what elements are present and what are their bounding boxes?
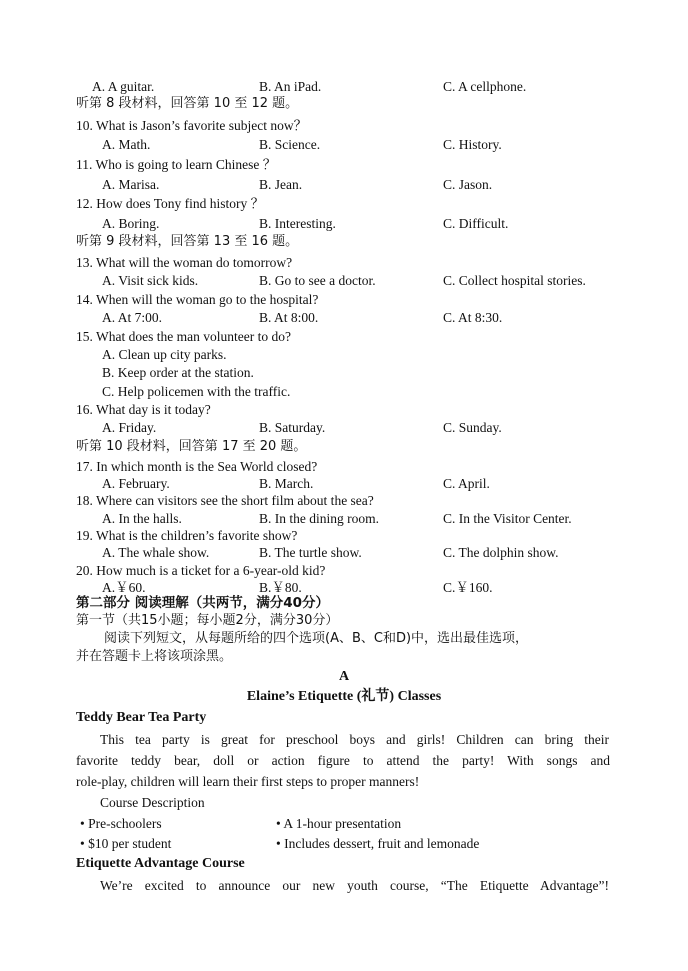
q9-option-c: C. A cellphone. xyxy=(443,79,527,94)
q17-option-b: B. March. xyxy=(259,476,314,491)
q17-option-a: A. February. xyxy=(102,476,170,491)
q19-option-c: C. The dolphin show. xyxy=(443,545,559,560)
passage-label: A xyxy=(338,669,350,684)
q14-option-a: A. At 7:00. xyxy=(102,310,163,325)
q12-option-c: C. Difficult. xyxy=(443,216,509,231)
q14-option-b: B. At 8:00. xyxy=(259,310,319,325)
part2-title: 第二部分 阅读理解（共两节，满分40分） xyxy=(76,595,329,611)
q15-option-b: B. Keep order at the station. xyxy=(102,365,254,380)
q12-option-b: B. Interesting. xyxy=(259,216,336,231)
q14-option-c: C. At 8:30. xyxy=(443,310,503,325)
q13-option-a: A. Visit sick kids. xyxy=(102,273,199,288)
question-15: 15. What does the man volunteer to do? xyxy=(76,329,291,344)
question-12: 12. How does Tony find history ？ xyxy=(76,196,265,211)
question-11: 11. Who is going to learn Chinese ？ xyxy=(76,157,277,172)
question-19: 19. What is the children’s favorite show? xyxy=(76,528,298,543)
q16-option-b: B. Saturday. xyxy=(259,420,326,435)
q10-option-b: B. Science. xyxy=(259,137,321,152)
q18-option-c: C. In the Visitor Center. xyxy=(443,511,572,526)
question-18: 18. Where can visitors see the short film about the sea? xyxy=(76,493,374,508)
q19-option-b: B. The turtle show. xyxy=(259,545,362,560)
q20-option-c: C.￥160. xyxy=(443,580,493,595)
question-10: 10. What is Jason’s favorite subject now？ xyxy=(76,118,308,133)
q10-option-c: C. History. xyxy=(443,137,502,152)
q9-option-a: A. A guitar. xyxy=(92,79,155,94)
instruction-line-1: 阅读下列短文，从每题所给的四个选项(A、B、C和D)中，选出最佳选项， xyxy=(104,631,529,646)
question-17: 17. In which month is the Sea World closed? xyxy=(76,459,318,474)
q15-option-a: A. Clean up city parks. xyxy=(102,347,227,362)
q20-option-b: B.￥80. xyxy=(259,580,302,595)
q13-option-c: C. Collect hospital stories. xyxy=(443,273,586,288)
instruction-line-2: 并在答题卡上将该项涂黑。 xyxy=(76,649,233,664)
course2-para-line-1: We’re excited to announce our new youth course, “The Etiquette Advantage”! xyxy=(100,878,609,893)
q19-option-a: A. The whale show. xyxy=(102,545,210,560)
question-20: 20. How much is a ticket for a 6-year-old kid? xyxy=(76,563,326,578)
bullet-left-2: • $10 per student xyxy=(80,836,172,851)
bullet-left-1: • Pre-schoolers xyxy=(80,816,162,831)
q11-option-c: C. Jason. xyxy=(443,177,493,192)
course1-title: Teddy Bear Tea Party xyxy=(76,710,207,725)
section1-title: 第一节（共15小题；每小题2分，满分30分） xyxy=(76,613,339,628)
section10-header: 听第 10 段材料，回答第 17 至 20 题。 xyxy=(76,439,307,454)
q11-option-b: B. Jean. xyxy=(259,177,303,192)
course1-para-line-3: role-play, children will learn their first steps to proper manners! xyxy=(76,774,420,789)
q9-option-b: B. An iPad. xyxy=(259,79,322,94)
q12-option-a: A. Boring. xyxy=(102,216,160,231)
question-14: 14. When will the woman go to the hospital? xyxy=(76,292,319,307)
q20-option-a: A.￥60. xyxy=(102,580,146,595)
q11-option-a: A. Marisa. xyxy=(102,177,160,192)
section9-header: 听第 9 段材料，回答第 13 至 16 题。 xyxy=(76,234,299,249)
course-description-label: Course Description xyxy=(100,795,205,810)
q15-option-c: C. Help policemen with the traffic. xyxy=(102,384,291,399)
q10-option-a: A. Math. xyxy=(102,137,151,152)
course1-para-line-1: This tea party is great for preschool boys and girls! Children can bring their xyxy=(100,732,609,747)
question-13: 13. What will the woman do tomorrow? xyxy=(76,255,293,270)
q16-option-a: A. Friday. xyxy=(102,420,157,435)
course2-title: Etiquette Advantage Course xyxy=(76,856,245,871)
q16-option-c: C. Sunday. xyxy=(443,420,502,435)
q13-option-b: B. Go to see a doctor. xyxy=(259,273,376,288)
bullet-right-2: • Includes dessert, fruit and lemonade xyxy=(276,836,480,851)
course1-para-line-2: favorite teddy bear, doll or action figure to attend the party! With songs and xyxy=(76,753,610,768)
bullet-right-1: • A 1-hour presentation xyxy=(276,816,402,831)
question-16: 16. What day is it today? xyxy=(76,402,211,417)
passage-title: Elaine’s Etiquette (礼节) Classes xyxy=(246,689,442,704)
q18-option-a: A. In the halls. xyxy=(102,511,182,526)
q17-option-c: C. April. xyxy=(443,476,490,491)
section8-header: 听第 8 段材料，回答第 10 至 12 题。 xyxy=(76,96,299,111)
q18-option-b: B. In the dining room. xyxy=(259,511,379,526)
